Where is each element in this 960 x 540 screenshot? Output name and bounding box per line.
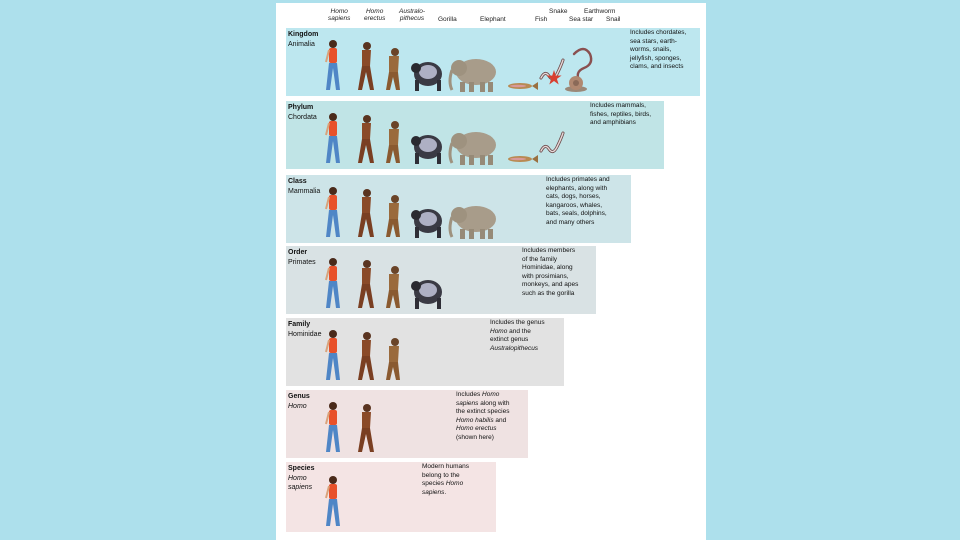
slide-page bbox=[276, 3, 706, 540]
band-genus bbox=[286, 390, 528, 458]
note-text: Includes bbox=[456, 391, 483, 398]
band-kingdom bbox=[286, 28, 700, 96]
note-italic-text: Homo erectus bbox=[456, 425, 497, 433]
header-gorilla: Gorilla bbox=[438, 16, 457, 23]
organism-gorilla bbox=[411, 135, 442, 164]
organism-elephant bbox=[450, 59, 496, 92]
rank-name: Mammalia bbox=[288, 188, 321, 195]
note-text: and the extinct genus bbox=[490, 327, 531, 344]
rank-name: Animalia bbox=[288, 41, 315, 48]
organism-australopithecus bbox=[386, 121, 400, 163]
header-snail: Snail bbox=[606, 16, 621, 23]
organism-human bbox=[326, 187, 340, 237]
note-italic-text: Australopithecus bbox=[490, 344, 539, 352]
rank-description: Includes members of the family Hominidae, along with prosimians, monkeys, and apes such as the gorilla bbox=[522, 247, 579, 297]
header-homo-sapiens: Homo sapiens bbox=[328, 8, 351, 22]
organism-illustrations bbox=[286, 175, 631, 243]
note-text: (shown here) bbox=[456, 433, 494, 441]
rank-name: Hominidae bbox=[288, 331, 322, 338]
band-order bbox=[286, 246, 596, 314]
organism-erectus bbox=[358, 260, 374, 308]
note-text: . bbox=[444, 488, 447, 496]
organism-human bbox=[326, 330, 340, 380]
rank-name: Primates bbox=[288, 259, 316, 266]
organism-illustrations bbox=[286, 462, 496, 532]
organism-human bbox=[326, 40, 340, 90]
organism-gorilla bbox=[411, 209, 442, 238]
organism-human bbox=[326, 402, 340, 452]
band-family bbox=[286, 318, 564, 386]
organism-erectus bbox=[358, 115, 374, 163]
organism-elephant bbox=[450, 132, 496, 165]
rank-title: Species bbox=[288, 465, 315, 472]
band-class bbox=[286, 175, 631, 243]
note-italic-text: Homo sapiens bbox=[422, 480, 464, 496]
organism-illustrations bbox=[286, 246, 596, 314]
note-text: and bbox=[495, 416, 507, 424]
header-sea-star: Sea star bbox=[569, 16, 594, 23]
rank-title: Class bbox=[288, 178, 307, 185]
organism-australopithecus bbox=[386, 195, 400, 237]
organism-snake bbox=[541, 133, 563, 152]
header-australopithecus: Australo- pithecus bbox=[399, 8, 426, 22]
header-earthworm: Earthworm bbox=[584, 8, 616, 15]
note-text: Includes the genus bbox=[490, 319, 545, 326]
organism-elephant bbox=[450, 206, 496, 239]
note-italic-text: Homo bbox=[490, 327, 508, 335]
band-phylum bbox=[286, 101, 664, 169]
header-snake: Snake bbox=[549, 8, 568, 15]
rank-title: Order bbox=[288, 249, 308, 256]
rank-title: Kingdom bbox=[288, 31, 319, 38]
rank-title: Family bbox=[288, 321, 311, 328]
rank-name: Homo bbox=[288, 403, 307, 410]
note-text: Modern humans belong to the species bbox=[422, 463, 469, 488]
rank-description: Includes primates and elephants, along with cats, dogs, horses, kangaroos, whales, bats, seals, dolphins, and many others bbox=[546, 176, 610, 226]
rank-description: Includes chordates, sea stars, earth- worms, snails, jellyfish, sponges, clams, and insects bbox=[630, 29, 687, 71]
organism-gorilla bbox=[411, 280, 442, 309]
note-italic-text: Homo sapiens bbox=[456, 391, 500, 407]
note-italic-text: Homo habilis bbox=[456, 416, 494, 424]
header-elephant: Elephant bbox=[480, 16, 506, 23]
rank-title: Genus bbox=[288, 393, 310, 400]
note-text: along with the extinct species bbox=[456, 399, 510, 416]
organism-erectus bbox=[358, 332, 374, 380]
organism-snail bbox=[565, 76, 587, 92]
organism-illustrations bbox=[286, 101, 664, 169]
organism-erectus bbox=[358, 404, 374, 452]
organism-illustrations bbox=[286, 390, 528, 458]
organism-erectus bbox=[358, 42, 374, 90]
organism-illustrations bbox=[286, 318, 564, 386]
organism-human bbox=[326, 258, 340, 308]
band-species bbox=[286, 462, 496, 532]
organism-gorilla bbox=[411, 62, 442, 91]
rank-name: Chordata bbox=[288, 114, 317, 121]
organism-human bbox=[326, 476, 340, 526]
organism-fish bbox=[508, 155, 538, 163]
organism-australopithecus bbox=[386, 338, 400, 380]
organism-fish bbox=[508, 82, 538, 90]
organism-erectus bbox=[358, 189, 374, 237]
rank-description: Includes mammals, fishes, reptiles, birds, and amphibians bbox=[590, 102, 652, 127]
organism-illustrations bbox=[286, 28, 700, 96]
rank-name: Homo sapiens bbox=[288, 475, 313, 491]
header-fish: Fish bbox=[535, 16, 548, 23]
organism-human bbox=[326, 113, 340, 163]
rank-title: Phylum bbox=[288, 104, 314, 111]
organism-australopithecus bbox=[386, 48, 400, 90]
organism-australopithecus bbox=[386, 266, 400, 308]
header-homo-erectus: Homo erectus bbox=[364, 8, 386, 22]
